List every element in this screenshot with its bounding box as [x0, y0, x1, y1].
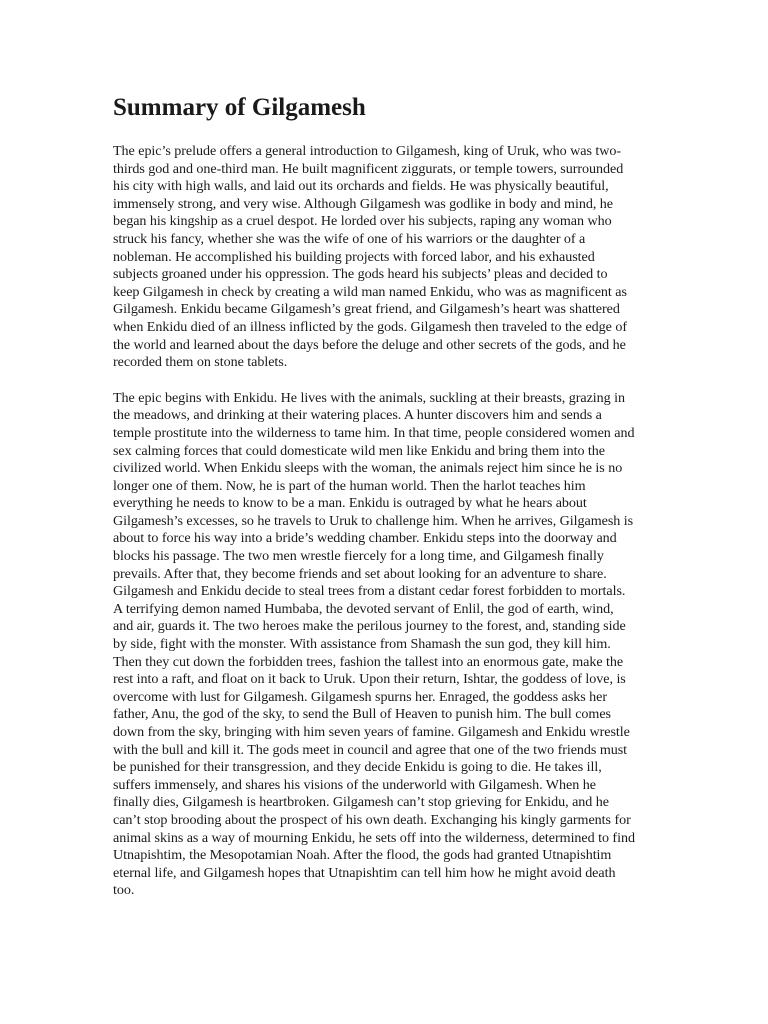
document-title: Summary of Gilgamesh — [113, 94, 366, 121]
paragraph-cedar-forest: Gilgamesh and Enkidu decide to steal trees from a distant cedar forest forbidden to mortals. A terrifying demon named Humbaba, the devoted servant of Enlil, the god of earth, wind, and air, guards it. The two heroes make the perilous journey to the forest, and, standing side by side, fight with the monster. With assistance from Shamash the sun god, they kill him. Then they cut down the forbidden trees, fashion the tallest into an enormous gate, make the rest into a raft, and float on it back to Uruk. Upon their return, Ishtar, the goddess of love, is overcome with lust for Gilgamesh. Gilgamesh spurns her. Enraged, the goddess asks her father, Anu, the god of the sky, to send the Bull of Heaven to punish him. The bull comes down from the sky, bringing with him seven years of famine. Gilgamesh and Enkidu wrestle with the bull and kill it. The gods meet in council and agree that one of the two friends must be punished for their transgression, and they decide Enkidu is going to die. He takes ill, suffers immensely, and shares his visions of the underworld with Gilgamesh. When he finally dies, Gilgamesh is heartbroken. Gilgamesh can’t stop grieving for Enkidu, and he can’t stop brooding about the prospect of his own death. Exchanging his kingly garments for animal skins as a way of mourning Enkidu, he sets off into the wilderness, determined to find Utnapishtim, the Mesopotamian Noah. After the flood, the gods had granted Utnapishtim eternal life, and Gilgamesh hopes that Utnapishtim can tell him how he might avoid death too. — [113, 583, 635, 899]
paragraph-prelude: The epic’s prelude offers a general introduction to Gilgamesh, king of Uruk, who was two-thirds god and one-third man. He built magnificent ziggurats, or temple towers, surrounded his city with high walls, and laid out its orchards and fields. He was physically beautiful, immensely strong, and very wise. Although Gilgamesh was godlike in body and mind, he began his kingship as a cruel despot. He lorded over his subjects, raping any woman who struck his fancy, whether she was the wife of one of his warriors or the daughter of a nobleman. He accomplished his building projects with forced labor, and his exhausted subjects groaned under his oppression. The gods heard his subjects’ pleas and decided to keep Gilgamesh in check by creating a wild man named Enkidu, who was as magnificent as Gilgamesh. Enkidu became Gilgamesh’s great friend, and Gilgamesh’s heart was shattered when Enkidu died of an illness inflicted by the gods. Gilgamesh then traveled to the edge of the world and learned about the days before the deluge and other secrets of the gods, and he recorded them on stone tablets. — [113, 143, 628, 371]
document-body — [113, 93, 635, 900]
paragraph-enkidu: The epic begins with Enkidu. He lives with the animals, suckling at their breasts, grazing in the meadows, and drinking at their watering places. A hunter discovers him and sends a temple prostitute into the wilderness to tame him. In that time, people considered women and sex calming forces that could domesticate wild men like Enkidu and bring them into the civilized world. When Enkidu sleeps with the woman, the animals reject him since he is no longer one of them. Now, he is part of the human world. Then the harlot teaches him everything he needs to know to be a man. Enkidu is outraged by what he hears about Gilgamesh’s excesses, so he travels to Uruk to challenge him. When he arrives, Gilgamesh is about to force his way into a bride’s wedding chamber. Enkidu steps into the doorway and blocks his passage. The two men wrestle fiercely for a long time, and Gilgamesh finally prevails. After that, they become friends and set about looking for an adventure to share. — [113, 389, 635, 582]
